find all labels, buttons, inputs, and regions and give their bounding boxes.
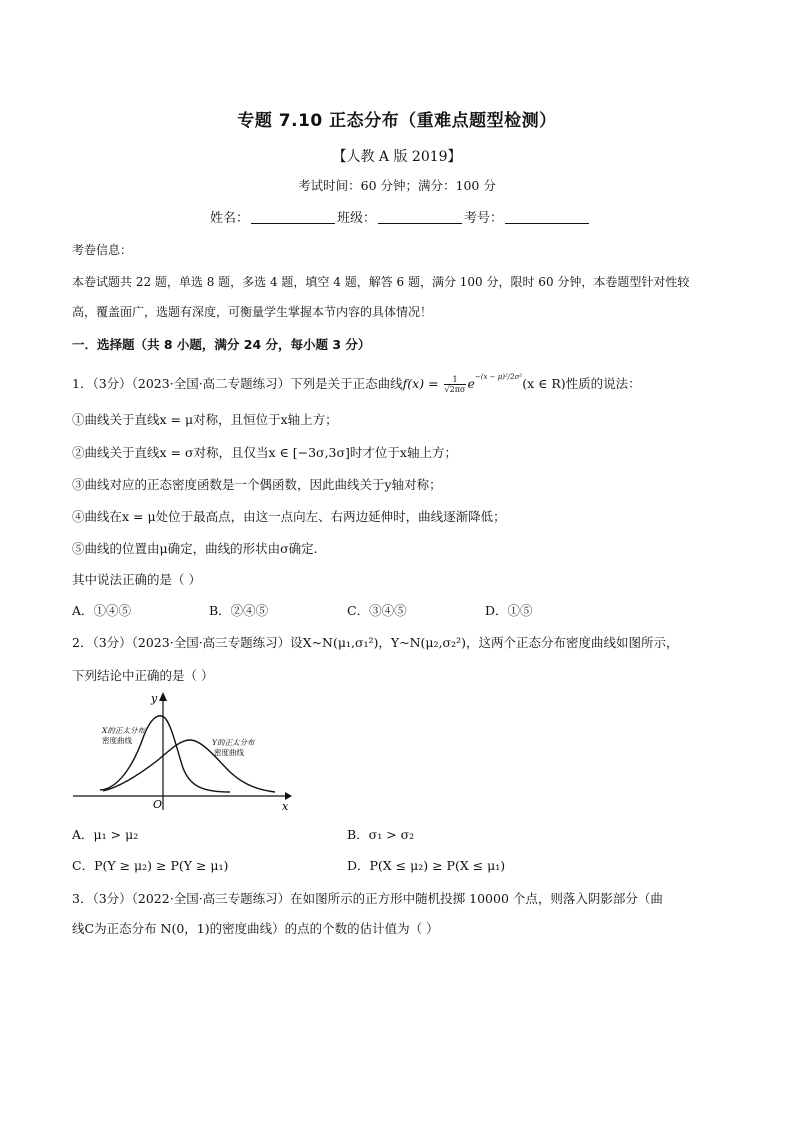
student-info-line — [210, 207, 591, 226]
q2-option-c[interactable]: C．P(Y ≥ μ₂) ≥ P(Y ≥ μ₁) — [72, 858, 229, 873]
q1-frac-num: 1 — [444, 375, 467, 385]
section-heading: 一．选择题（共 8 小题，满分 24 分，每小题 3 分） — [72, 337, 371, 352]
y-curve-label-2: 密度曲线 — [214, 748, 244, 757]
edition-label: 【人教 A 版 2019】 — [332, 149, 462, 165]
q2-option-d[interactable]: D．P(X ≤ μ₂) ≥ P(X ≤ μ₁) — [347, 858, 506, 873]
q2-stem-line-1: 2．（3分）（2023·全国·高三专题练习）设X~N(μ₁,σ₁²)，Y~N(μ₂,σ₂²)，这两个正态分布密度曲线如图所示， — [72, 635, 679, 650]
x-axis-label: x — [282, 800, 289, 813]
q1-e: e — [467, 376, 475, 391]
y-axis-label: y — [151, 692, 158, 705]
origin-label: O — [153, 798, 163, 811]
page-title: 专题 7.10 正态分布（重难点题型检测） — [237, 111, 557, 131]
q2-stem-line-2: 下列结论中正确的是（ ） — [72, 668, 214, 683]
q1-suffix: (x ∈ R)性质的说法： — [522, 376, 641, 391]
q1-statement-2: ②曲线关于直线x = σ对称，且仅当x ∈ [−3σ,3σ]时才位于x轴上方； — [72, 445, 457, 460]
name-label: 姓名： — [210, 211, 250, 226]
exam-info-heading: 考卷信息： — [72, 243, 133, 257]
number-label: 考号： — [464, 211, 504, 226]
q1-frac-den: √2πσ — [444, 385, 466, 394]
q1-statement-5: ⑤曲线的位置由μ确定，曲线的形状由σ确定. — [72, 541, 318, 556]
q1-option-c[interactable]: C．③④⑤ — [347, 603, 407, 618]
name-blank[interactable] — [251, 209, 335, 224]
q1-ask: 其中说法正确的是（ ） — [72, 572, 201, 587]
y-density-curve — [103, 740, 275, 792]
q2-option-a[interactable]: A．μ₁ > μ₂ — [72, 827, 139, 842]
q1-statement-3: ③曲线对应的正态密度函数是一个偶函数，因此曲线关于y轴对称； — [72, 477, 442, 492]
q1-func: f(x) = — [402, 376, 439, 391]
q3-stem-line-1: 3．（3分）（2022·全国·高三专题练习）在如图所示的正方形中随机投掷 10000 个点，则落入阴影部分（曲 — [72, 891, 663, 906]
exam-info-line-1: 本卷试题共 22 题，单选 8 题，多选 4 题，填空 4 题，解答 6 题，满分 100 分，限时 60 分钟，本卷题型针对性较 — [72, 275, 690, 289]
q1-option-b[interactable]: B．②④⑤ — [209, 603, 269, 618]
class-blank[interactable] — [378, 209, 462, 224]
q1-option-d[interactable]: D．①⑤ — [485, 603, 533, 618]
q1-option-a[interactable]: A．①④⑤ — [72, 603, 132, 618]
q3-stem-line-2: 线C为正态分布 N(0，1)的密度曲线）的点的个数的估计值为（ ） — [72, 921, 439, 936]
exam-info-line-2: 高，覆盖面广，选题有深度，可衡量学生掌握本节内容的具体情况！ — [72, 305, 433, 319]
q1-stem — [72, 374, 641, 394]
number-blank[interactable] — [505, 209, 589, 224]
x-axis-arrow-icon — [285, 792, 292, 800]
exam-time: 考试时间：60 分钟；满分：100 分 — [298, 178, 496, 193]
y-curve-label-1: Y的正太分布 — [212, 738, 255, 747]
q2-option-b[interactable]: B．σ₁ > σ₂ — [347, 827, 415, 842]
x-curve-label-1: X的正太分布 — [102, 726, 145, 735]
y-axis-arrow-icon — [159, 692, 167, 701]
q1-exponent: −(x − μ)²/2σ² — [474, 373, 523, 381]
q1-prefix: 1．（3分）（2023·全国·高二专题练习）下列是关于正态曲线 — [72, 376, 403, 391]
class-label: 班级： — [337, 211, 377, 226]
q1-statement-4: ④曲线在x = μ处位于最高点，由这一点向左、右两边延伸时，曲线逐渐降低； — [72, 509, 506, 524]
q2-figure — [70, 686, 310, 816]
x-curve-label-2: 密度曲线 — [102, 736, 132, 745]
q1-statement-1: ①曲线关于直线x = μ对称，且恒位于x轴上方； — [72, 412, 338, 427]
q1-fraction — [444, 375, 467, 394]
